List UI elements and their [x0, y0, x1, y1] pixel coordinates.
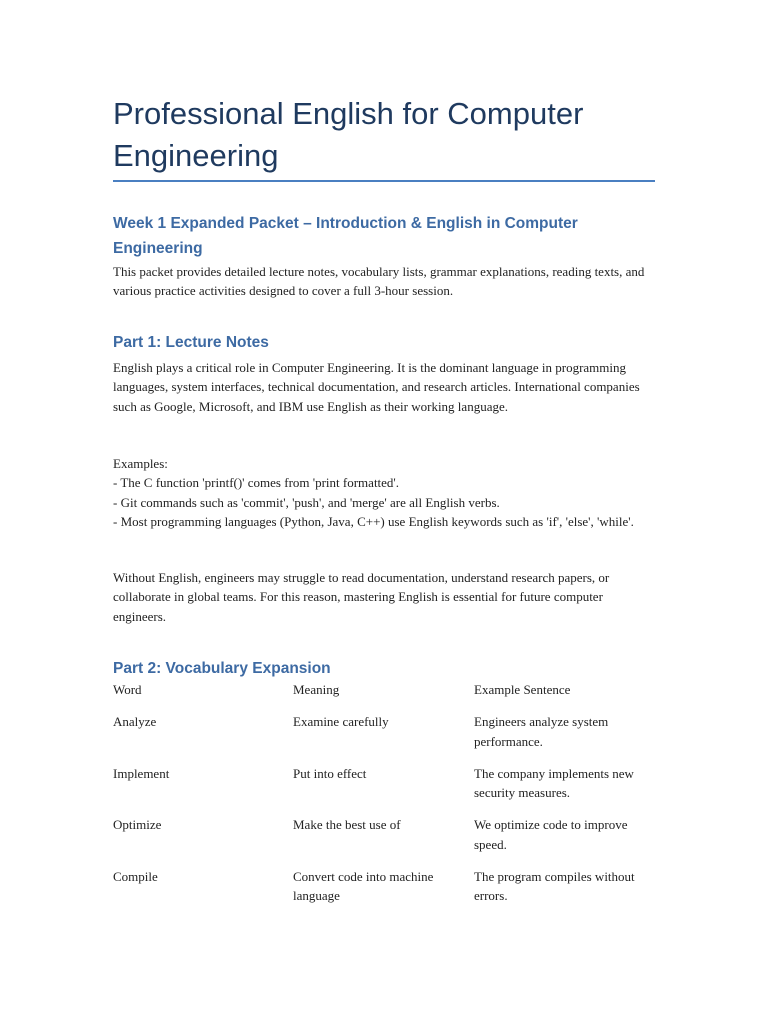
- table-row: [113, 764, 658, 816]
- example-line: - Git commands such as 'commit', 'push', and 'merge' are all English verbs.: [113, 494, 500, 510]
- example-cell: We optimize code to improve speed.: [474, 817, 628, 852]
- vocabulary-table: [113, 680, 658, 919]
- examples-label: Examples:: [113, 456, 168, 471]
- word-cell: Implement: [113, 765, 170, 781]
- meaning-cell: Convert code into machine language: [293, 869, 434, 904]
- title-divider: [113, 180, 655, 182]
- table-row: [113, 867, 658, 919]
- example-cell: The program compiles without errors.: [474, 869, 635, 904]
- column-header: Meaning: [293, 682, 340, 697]
- word-cell: Compile: [113, 869, 158, 885]
- word-cell: Analyze: [113, 714, 157, 730]
- part1-heading: Part 1: Lecture Notes: [113, 334, 269, 351]
- word-cell: Optimize: [113, 817, 162, 833]
- table-row: [113, 712, 658, 764]
- table-row: [113, 815, 658, 867]
- meaning-cell: Examine carefully: [293, 714, 389, 730]
- example-line: - Most programming languages (Python, Java, C++) use English keywords such as 'if', 'else', 'while'.: [113, 513, 634, 529]
- table-header-row: [113, 680, 658, 712]
- intro-paragraph: This packet provides detailed lecture notes, vocabulary lists, grammar explanations, reading texts, and various practice activities designed to cover a full 3-hour session.: [113, 264, 645, 299]
- column-header: Example Sentence: [474, 682, 571, 697]
- meaning-cell: Put into effect: [293, 765, 367, 781]
- example-cell: Engineers analyze system performance.: [474, 714, 609, 749]
- document-title: Professional English for Computer Engineering: [113, 96, 584, 173]
- part1-closing-paragraph: Without English, engineers may struggle to read documentation, understand research papers, or collaborate in global teams. For this reason, mastering English is essential for future computer engineers.: [113, 570, 610, 624]
- examples-block: [113, 454, 658, 531]
- example-cell: The company implements new security measures.: [474, 765, 634, 801]
- column-header: Word: [113, 682, 142, 697]
- part1-paragraph: English plays a critical role in Computer Engineering. It is the dominant language in programming languages, system interfaces, technical documentation, and research articles. International companies such as Google, Microsoft, and IBM use English as their working language.: [113, 360, 640, 414]
- meaning-cell: Make the best use of: [293, 817, 401, 833]
- week-heading: Week 1 Expanded Packet – Introduction & English in Computer Engineering: [113, 215, 578, 257]
- part2-heading: Part 2: Vocabulary Expansion: [113, 660, 331, 677]
- example-line: - The C function 'printf()' comes from 'print formatted'.: [113, 475, 400, 491]
